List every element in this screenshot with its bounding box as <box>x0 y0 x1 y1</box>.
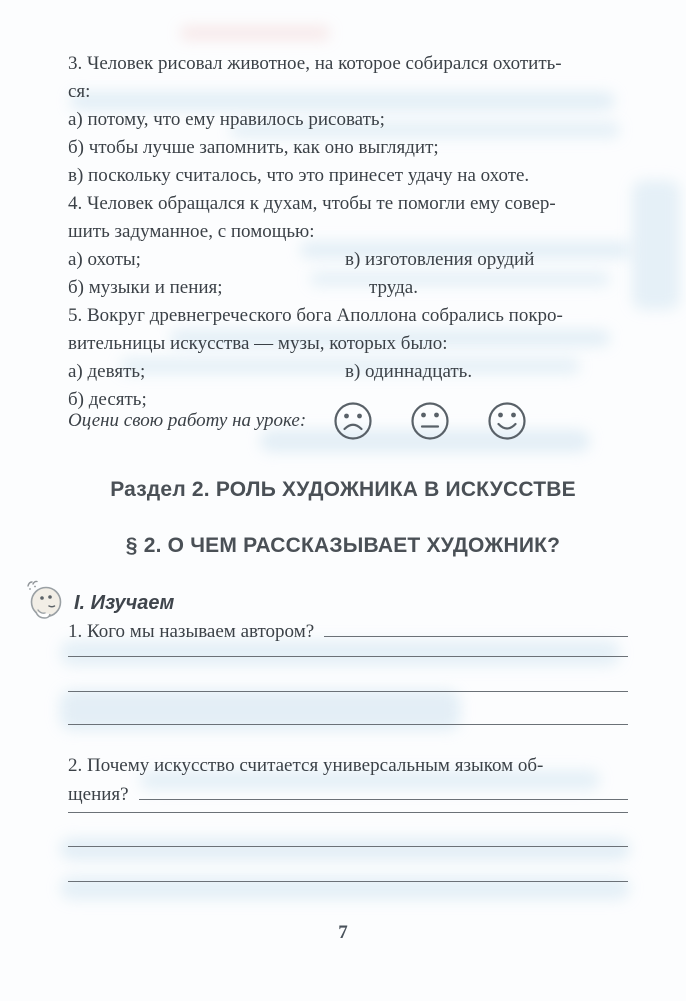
sad-face-icon[interactable] <box>332 400 374 442</box>
smiley-rating <box>332 400 528 442</box>
question-3-option-v[interactable]: в) поскольку считалось, что это принесет удачу на охоте. <box>68 165 530 186</box>
bleed-through-artifact <box>60 876 630 900</box>
question-3 <box>68 50 628 190</box>
question-2-line1: 2. Почему искусство считается универсальным языком об- <box>68 755 544 776</box>
answer-line[interactable] <box>324 620 628 637</box>
happy-face-icon[interactable] <box>486 400 528 442</box>
bleed-through-artifact <box>180 26 330 40</box>
question-4-line1: 4. Человек обращался к духам, чтобы те помогли ему совер- <box>68 193 556 214</box>
question-4-option-b[interactable]: б) музыки и пения; <box>68 277 223 298</box>
question-3-option-b[interactable]: б) чтобы лучше запомнить, как оно выглядит; <box>68 137 439 158</box>
thinking-face-icon <box>22 580 66 626</box>
question-4 <box>68 190 628 302</box>
section-heading: Раздел 2. РОЛЬ ХУДОЖНИКА В ИСКУССТВЕ <box>110 478 576 501</box>
paragraph-heading: § 2. О ЧЕМ РАССКАЗЫВАЕТ ХУДОЖНИК? <box>125 534 561 557</box>
neutral-face-icon[interactable] <box>409 400 451 442</box>
bleed-through-artifact <box>632 180 680 310</box>
question-5-option-b[interactable]: б) десять; <box>68 389 147 410</box>
question-3-line1: 3. Человек рисовал животное, на которое собирался охотить- <box>68 53 562 74</box>
answer-line[interactable] <box>68 691 628 692</box>
question-2-line2: щения? <box>68 784 129 805</box>
bleed-through-artifact <box>60 838 630 860</box>
question-1-text: 1. Кого мы называем автором? <box>68 621 315 642</box>
answer-line[interactable] <box>68 812 628 813</box>
question-4-option-a[interactable]: а) охоты; <box>68 249 141 270</box>
question-2 <box>68 752 628 809</box>
question-5-option-a[interactable]: а) девять; <box>68 361 146 382</box>
page-number: 7 <box>338 922 348 943</box>
question-5 <box>68 302 628 414</box>
question-4-option-v-line2: труда. <box>369 277 418 298</box>
answer-line[interactable] <box>139 780 628 800</box>
answer-line[interactable] <box>68 881 628 882</box>
question-4-option-v-line1[interactable]: в) изготовления орудий <box>345 249 535 270</box>
self-assessment-row <box>68 400 628 442</box>
question-1-row <box>68 618 628 646</box>
question-4-options <box>68 246 628 302</box>
question-3-line2: ся: <box>68 81 91 102</box>
study-section-label: I. Изучаем <box>74 591 175 614</box>
answer-line[interactable] <box>68 724 628 725</box>
question-5-line2: вительницы искусства — музы, которых было: <box>68 333 448 354</box>
self-assessment-label: Оцени свою работу на уроке: <box>68 410 307 431</box>
question-3-option-a[interactable]: а) потому, что ему нравилось рисовать; <box>68 109 385 130</box>
question-5-option-v[interactable]: в) одиннадцать. <box>345 361 473 382</box>
answer-line[interactable] <box>68 846 628 847</box>
question-4-line2: шить задуманное, с помощью: <box>68 221 315 242</box>
question-5-line1: 5. Вокруг древнегреческого бога Аполлона собрались покро- <box>68 305 563 326</box>
answer-line[interactable] <box>68 656 628 657</box>
